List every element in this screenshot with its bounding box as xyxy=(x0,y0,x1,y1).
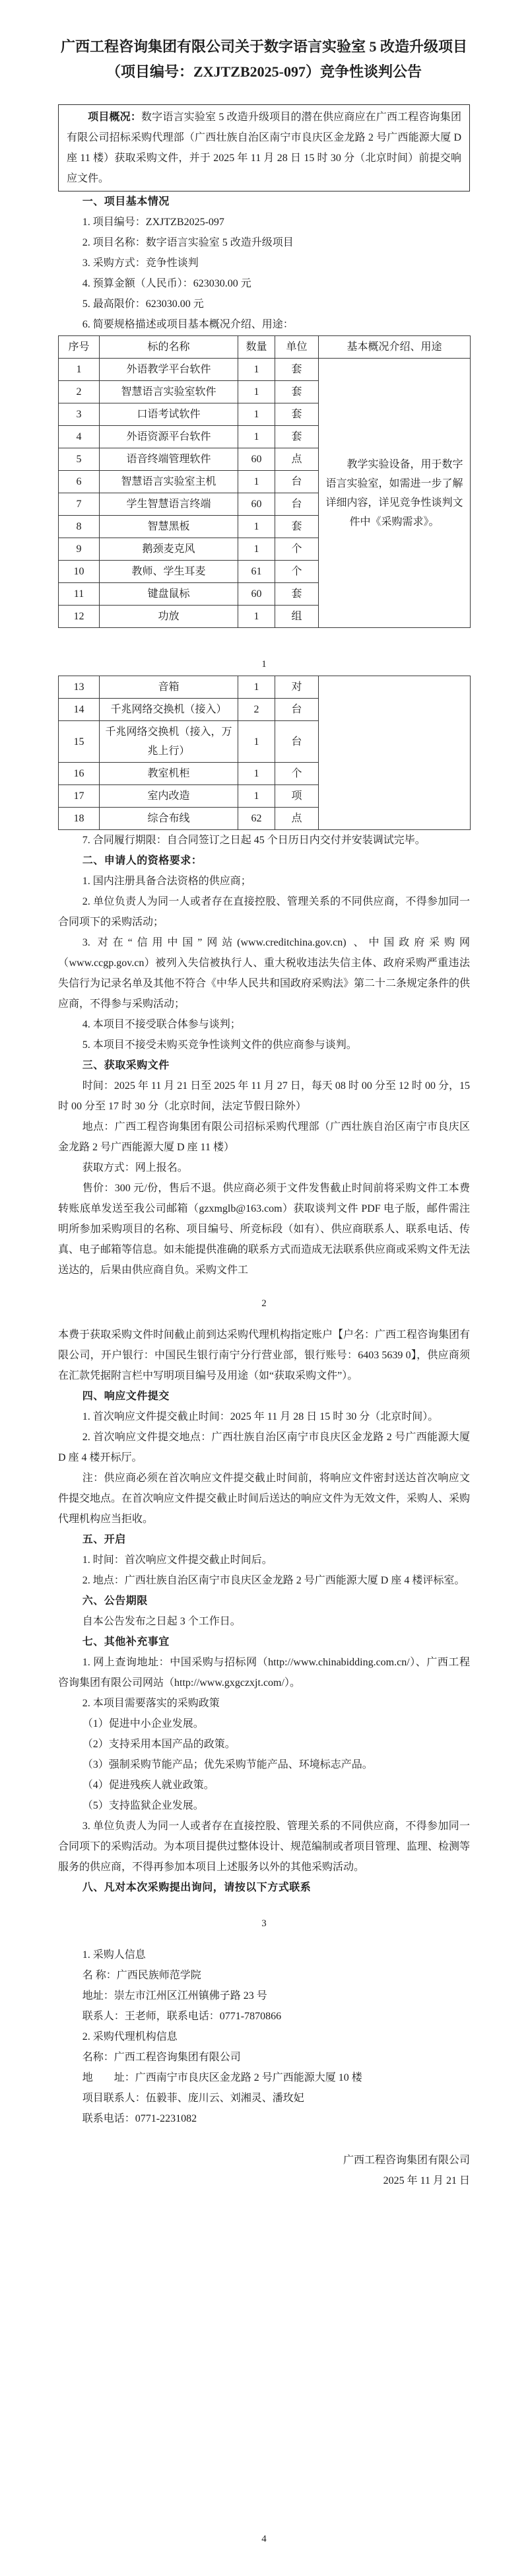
col-header-qty: 数量 xyxy=(238,336,275,359)
section7-item-2: 2. 本项目需要落实的采购政策 xyxy=(82,1698,220,1709)
doc-title-line2: （项目编号：ZXJTZB2025-097）竞争性谈判公告 xyxy=(106,63,422,80)
cell-name: 室内改造 xyxy=(100,785,238,808)
table-header-row xyxy=(59,336,471,359)
cell-unit: 组 xyxy=(275,606,319,628)
cell-name: 教师、学生耳麦 xyxy=(100,561,238,583)
overview-text: 数字语言实验室 5 改造升级项目的潜在供应商应在广西工程咨询集团有限公司招标采购代理部（广西壮族自治区南宁市良庆区金龙路 2 号广西能源大厦 D 座 11 楼）获取采购文件，并于 2025 年 11 月 28 日 15 时 30 分（北京时间）前提交响应文件。 xyxy=(67,112,461,184)
agency-address: 地 址：广西南宁市良庆区金龙路 2 号广西能源大厦 10 楼 xyxy=(82,2072,362,2083)
doc-title-line1: 广西工程咨询集团有限公司关于数字语言实验室 5 改造升级项目 xyxy=(60,38,467,55)
cell-name: 综合布线 xyxy=(100,808,238,830)
cell-name: 学生智慧语言终端 xyxy=(100,493,238,516)
section3-place: 地点：广西工程咨询集团有限公司招标采购代理部（广西壮族自治区南宁市良庆区金龙路 2 号广西能源大厦 D 座 11 楼） xyxy=(58,1121,470,1153)
cell-no: 1 xyxy=(59,359,100,381)
signature-date: 2025 年 11 月 21 日 xyxy=(383,2175,470,2186)
cell-unit: 个 xyxy=(275,561,319,583)
purchaser-contact: 联系人：王老师，联系电话：0771-7870866 xyxy=(82,2011,282,2022)
section1-item-4: 4. 预算金额（人民币）：623030.00 元 xyxy=(82,278,251,289)
section6-heading: 六、公告期限 xyxy=(82,1595,148,1607)
cell-unit: 台 xyxy=(275,493,319,516)
contacts-block xyxy=(58,1945,470,2129)
section3-price-continuation: 本费于获取采购文件时间截止前到达采购代理机构指定账户【户名：广西工程咨询集团有限公司，开户银行：中国民生银行南宁分行营业部，银行账号：6403 5639 0】，供应商须在汇款凭据附言栏中写明项目编号及用途（如“获取采购文件”）。 xyxy=(58,1329,471,1381)
cell-unit: 套 xyxy=(275,426,319,448)
cell-unit: 个 xyxy=(275,763,319,785)
cell-unit: 套 xyxy=(275,381,319,403)
section3-time: 时间：2025 年 11 月 21 日至 2025 年 11 月 27 日，每天 08 时 00 分至 12 时 00 分，15 时 00 分至 17 时 30 分（北京时间，法定节假日除外） xyxy=(58,1080,470,1112)
section7-policy-4: （4）促进残疾人就业政策。 xyxy=(82,1780,214,1791)
cell-qty: 61 xyxy=(238,561,275,583)
section5-item-2: 2. 地点：广西壮族自治区南宁市良庆区金龙路 2 号广西能源大厦 D 座 4 楼评标室。 xyxy=(82,1575,465,1586)
cell-qty: 1 xyxy=(238,785,275,808)
cell-qty: 1 xyxy=(238,381,275,403)
cell-unit: 套 xyxy=(275,403,319,426)
cell-qty: 1 xyxy=(238,721,275,763)
col-header-note: 基本概况介绍、用途 xyxy=(319,336,471,359)
cell-unit: 套 xyxy=(275,583,319,606)
cell-name: 口语考试软件 xyxy=(100,403,238,426)
page-number-4: 4 xyxy=(261,2534,267,2544)
cell-no: 6 xyxy=(59,471,100,493)
page-number-3: 3 xyxy=(261,1918,267,1929)
section7-policy-2: （2）支持采用本国产品的政策。 xyxy=(82,1739,236,1750)
cell-qty: 1 xyxy=(238,426,275,448)
section2-item-3: 3. 对在“信用中国”网站(www.creditchina.gov.cn) 、中国政府采购网（www.ccgp.gov.cn）被列入失信被执行人、重大税收违法失信主体、政府采购严重违法失信行为记录名单及其他不符合《中华人民共和国政府采购法》第二十二条规定条件的供应商，不得参与采购活动； xyxy=(58,937,471,1010)
cell-name: 外语教学平台软件 xyxy=(100,359,238,381)
section7-item-1: 1. 网上查询地址：中国采购与招标网（http://www.chinabidding.com.cn/）、广西工程咨询集团有限公司网站（http://www.gxgczxjt.com/）。 xyxy=(58,1657,470,1688)
purchaser-info-heading: 1. 采购人信息 xyxy=(82,1949,146,1961)
cell-name: 外语资源平台软件 xyxy=(100,426,238,448)
cell-no: 4 xyxy=(59,426,100,448)
cell-qty: 1 xyxy=(238,676,275,699)
cell-unit: 点 xyxy=(275,448,319,471)
cell-name: 键盘鼠标 xyxy=(100,583,238,606)
section5-heading: 五、开启 xyxy=(82,1534,126,1545)
cell-unit: 台 xyxy=(275,699,319,721)
table-row xyxy=(59,676,471,699)
section2-item-1: 1. 国内注册具备合法资格的供应商； xyxy=(82,876,251,887)
section2-item-5: 5. 本项目不接受未购买竞争性谈判文件的供应商参与谈判。 xyxy=(82,1039,357,1051)
purchaser-name: 名 称：广西民族师范学院 xyxy=(82,1970,201,1981)
cell-name: 千兆网络交换机（接入） xyxy=(100,699,238,721)
overview-label: 项目概况： xyxy=(88,112,141,123)
merged-note-cell-empty xyxy=(319,676,471,830)
cell-unit: 台 xyxy=(275,721,319,763)
page-number-2: 2 xyxy=(261,1298,267,1309)
cell-name: 教室机柜 xyxy=(100,763,238,785)
cell-name: 千兆网络交换机（接入，万兆上行） xyxy=(100,721,238,763)
section4-note: 注：供应商必须在首次响应文件提交截止时间前，将响应文件密封送达首次响应文件提交地点。在首次响应文件提交截止时间后送达的响应文件为无效文件，采购人、采购代理机构应当拒收。 xyxy=(58,1473,471,1525)
cell-no: 16 xyxy=(59,763,100,785)
agency-name: 名称：广西工程咨询集团有限公司 xyxy=(82,2052,241,2063)
doc-title xyxy=(58,34,470,85)
cell-qty: 1 xyxy=(238,471,275,493)
cell-qty: 60 xyxy=(238,583,275,606)
agency-phone: 联系电话：0771-2231082 xyxy=(82,2113,197,2124)
cell-no: 11 xyxy=(59,583,100,606)
section5-item-1: 1. 时间：首次响应文件提交截止时间后。 xyxy=(82,1554,273,1566)
section1-item-5: 5. 最高限价：623030.00 元 xyxy=(82,298,204,310)
cell-no: 7 xyxy=(59,493,100,516)
cell-qty: 1 xyxy=(238,763,275,785)
section7-policy-5: （5）支持监狱企业发展。 xyxy=(82,1800,204,1811)
col-header-name: 标的名称 xyxy=(100,336,238,359)
signature-block xyxy=(58,2150,470,2191)
table-row xyxy=(59,359,471,381)
section3-price: 售价：300 元/份，售后不退。供应商必须于文件发售截止时间前将采购文件工本费转账底单发送至我公司邮箱（gzxmglb@163.com）获取谈判文件 PDF 电子版，邮件需注明所参加采购项目的名称、项目编号、所竞标段（如有）、供应商联系人、联系电话、传真、电子邮箱等信息。如未能提供准确的联系方式而造成无法联系供应商或采购文件无法送达的，后果由供应商自负。采购文件工 xyxy=(58,1183,471,1276)
cell-qty: 1 xyxy=(238,538,275,561)
section6-para: 自本公告发布之日起 3 个工作日。 xyxy=(82,1616,241,1627)
cell-unit: 台 xyxy=(275,471,319,493)
cell-name: 音箱 xyxy=(100,676,238,699)
section4-item-2: 2. 首次响应文件提交地点：广西壮族自治区南宁市良庆区金龙路 2 号广西能源大厦 D 座 4 楼开标厅。 xyxy=(58,1432,470,1463)
items-table-part1 xyxy=(58,335,471,628)
cell-unit: 点 xyxy=(275,808,319,830)
cell-unit: 项 xyxy=(275,785,319,808)
cell-qty: 1 xyxy=(238,359,275,381)
section2-item-4: 4. 本项目不接受联合体参与谈判； xyxy=(82,1019,241,1030)
section1-item-2: 2. 项目名称：数字语言实验室 5 改造升级项目 xyxy=(82,237,294,248)
section1-item-3: 3. 采购方式：竞争性谈判 xyxy=(82,258,199,269)
items-table-part2 xyxy=(58,676,471,830)
section1-item-6: 6. 简要规格描述或项目基本概况介绍、用途： xyxy=(82,319,294,330)
section4-heading: 四、响应文件提交 xyxy=(82,1391,170,1402)
merged-note-cell: 教学实验设备，用于数字语言实验室，如需进一步了解详细内容，详见竞争性谈判文件中《采购需求》。 xyxy=(319,359,471,628)
section1-item-7: 7. 合同履行期限：自合同签订之日起 45 个日历日内交付并安装调试完毕。 xyxy=(82,835,426,846)
page-number-1: 1 xyxy=(261,659,267,670)
project-overview-box xyxy=(58,104,470,191)
cell-name: 功放 xyxy=(100,606,238,628)
cell-no: 2 xyxy=(59,381,100,403)
section3-method: 获取方式：网上报名。 xyxy=(82,1162,188,1173)
section2-item-2: 2. 单位负责人为同一人或者存在直接控股、管理关系的不同供应商，不得参加同一合同项下的采购活动； xyxy=(58,896,470,928)
cell-qty: 60 xyxy=(238,493,275,516)
section1-heading: 一、项目基本情况 xyxy=(82,196,170,207)
section7-heading: 七、其他补充事宜 xyxy=(82,1636,170,1648)
cell-no: 13 xyxy=(59,676,100,699)
cell-unit: 套 xyxy=(275,516,319,538)
cell-no: 15 xyxy=(59,721,100,763)
cell-no: 3 xyxy=(59,403,100,426)
cell-no: 9 xyxy=(59,538,100,561)
cell-no: 5 xyxy=(59,448,100,471)
cell-name: 智慧语言实验室主机 xyxy=(100,471,238,493)
cell-no: 18 xyxy=(59,808,100,830)
section1-item-1: 1. 项目编号：ZXJTZB2025-097 xyxy=(82,217,224,228)
section8-heading: 八、凡对本次采购提出询问，请按以下方式联系 xyxy=(82,1882,312,1893)
section7-policy-3: （3）强制采购节能产品；优先采购节能产品、环境标志产品。 xyxy=(82,1759,373,1770)
col-header-unit: 单位 xyxy=(275,336,319,359)
cell-qty: 1 xyxy=(238,403,275,426)
section4-item-1: 1. 首次响应文件提交截止时间：2025 年 11 月 28 日 15 时 30 分（北京时间）。 xyxy=(82,1411,439,1422)
section3-heading: 三、获取采购文件 xyxy=(82,1060,170,1071)
section2-heading: 二、申请人的资格要求： xyxy=(82,855,203,866)
cell-name: 语音终端管理软件 xyxy=(100,448,238,471)
cell-name: 智慧语言实验室软件 xyxy=(100,381,238,403)
section7-policy-1: （1）促进中小企业发展。 xyxy=(82,1718,204,1729)
cell-qty: 62 xyxy=(238,808,275,830)
agency-project-contacts: 项目联系人：伍毅菲、庞川云、刘湘灵、潘玫妃 xyxy=(82,2093,304,2104)
cell-unit: 套 xyxy=(275,359,319,381)
signature-company: 广西工程咨询集团有限公司 xyxy=(343,2155,470,2166)
cell-qty: 2 xyxy=(238,699,275,721)
section7-item-3: 3. 单位负责人为同一人或者存在直接控股、管理关系的不同供应商，不得参加同一合同项下的采购活动。为本项目提供过整体设计、规范编制或者项目管理、监理、检测等服务的供应商，不得再参加本项目上述服务以外的其他采购活动。 xyxy=(58,1821,471,1873)
cell-qty: 1 xyxy=(238,606,275,628)
cell-no: 10 xyxy=(59,561,100,583)
cell-no: 17 xyxy=(59,785,100,808)
col-header-no: 序号 xyxy=(59,336,100,359)
agency-info-heading: 2. 采购代理机构信息 xyxy=(82,2031,178,2042)
cell-name: 智慧黑板 xyxy=(100,516,238,538)
cell-no: 14 xyxy=(59,699,100,721)
cell-qty: 60 xyxy=(238,448,275,471)
purchaser-address: 地址：崇左市江州区江州镇佛子路 23 号 xyxy=(82,1990,267,2002)
cell-no: 8 xyxy=(59,516,100,538)
cell-unit: 个 xyxy=(275,538,319,561)
cell-qty: 1 xyxy=(238,516,275,538)
cell-no: 12 xyxy=(59,606,100,628)
cell-name: 鹅颈麦克风 xyxy=(100,538,238,561)
cell-unit: 对 xyxy=(275,676,319,699)
